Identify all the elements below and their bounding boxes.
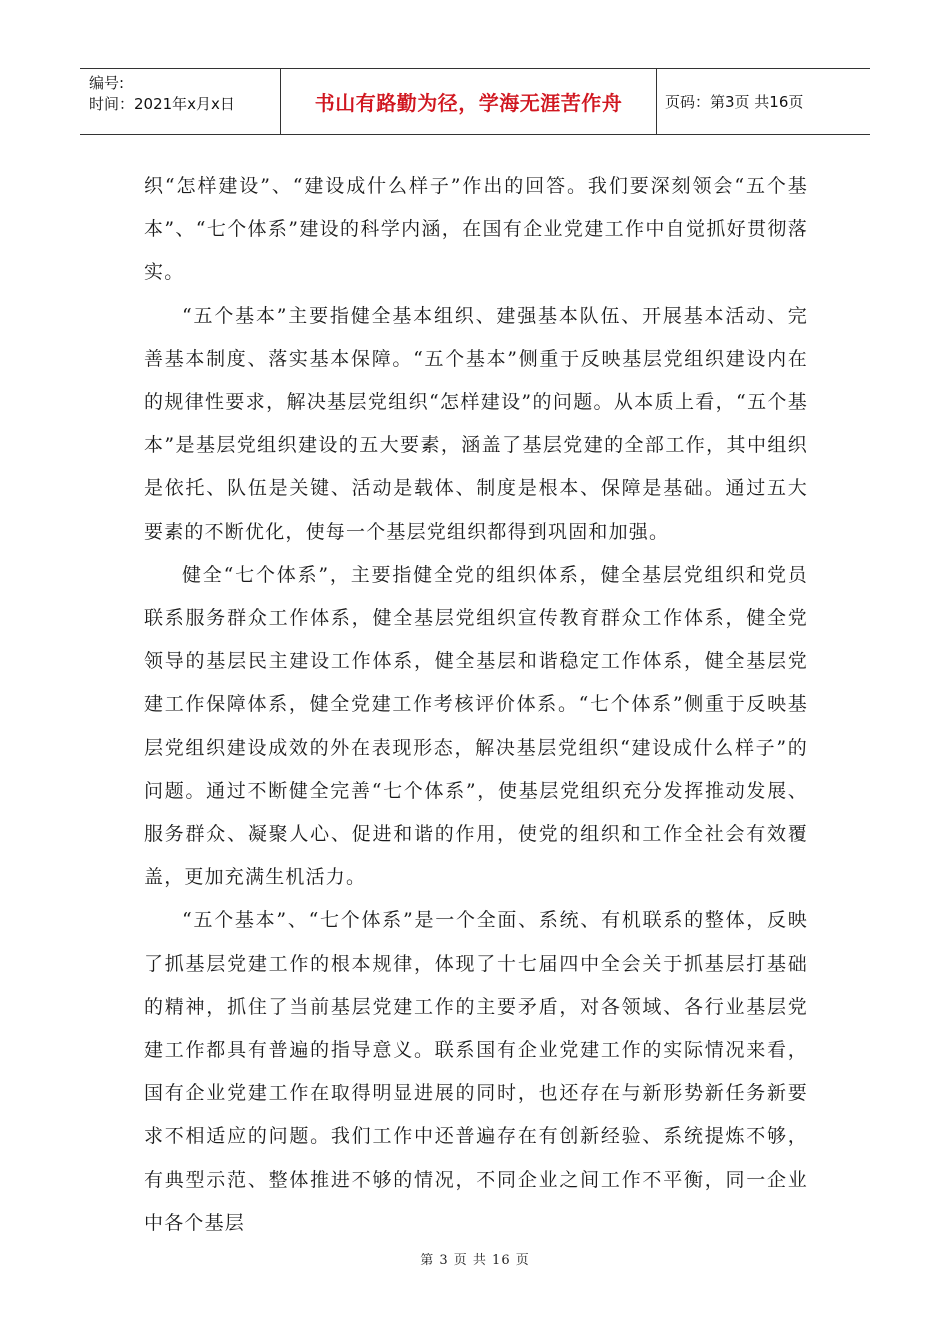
page-header: [80, 68, 870, 135]
page-footer: 第 3 页 共 16 页: [420, 1253, 530, 1268]
header-motto: 书山有路勤为径，学海无涯苦作舟: [281, 69, 657, 134]
paragraph-continued: 织“怎样建设”、“建设成什么样子”作出的回答。我们要深刻领会“五个基本”、“七个体系”建设的科学内涵，在国有企业党建工作中自觉抓好贯彻落实。: [144, 175, 808, 284]
serial-number-label: 编号:: [89, 74, 125, 92]
document-body: [144, 165, 808, 1245]
header-meta: [80, 69, 281, 134]
paragraph-five-basics: “五个基本”主要指健全基本组织、建强基本队伍、开展基本活动、完善基本制度、落实基本保障。“五个基本”侧重于反映基层党组织建设内在的规律性要求，解决基层党组织“怎样建设”的问题。从本质上看，“五个基本”是基层党组织建设的五大要素，涵盖了基层党建的全部工作，其中组织是依托、队伍是关键、活动是载体、制度是根本、保障是基础。通过五大要素的不断优化，使每一个基层党组织都得到巩固和加强。: [144, 304, 808, 543]
paragraph-seven-systems: 健全“七个体系”，主要指健全党的组织体系，健全基层党组织和党员联系服务群众工作体系，健全基层党组织宣传教育群众工作体系，健全党领导的基层民主建设工作体系，健全基层和谐稳定工作体系，健全基层党建工作保障体系，健全党建工作考核评价体系。“七个体系”侧重于反映基层党组织建设成效的外在表现形态，解决基层党组织“建设成什么样子”的问题。通过不断健全完善“七个体系”，使基层党组织充分发挥推动发展、服务群众、凝聚人心、促进和谐的作用，使党的组织和工作全社会有效覆盖，更加充满生机活力。: [144, 563, 808, 889]
header-page-info: 页码：第3页 共16页: [665, 93, 804, 111]
date-label: 时间：2021年x月x日: [89, 95, 235, 113]
paragraph-summary: “五个基本”、“七个体系”是一个全面、系统、有机联系的整体，反映了抓基层党建工作的根本规律，体现了十七届四中全会关于抓基层打基础的精神，抓住了当前基层党建工作的主要矛盾，对各领域、各行业基层党建工作都具有普遍的指导意义。联系国有企业党建工作的实际情况来看，国有企业党建工作在取得明显进展的同时，也还存在与新形势新任务新要求不相适应的问题。我们工作中还普遍存在有创新经验、系统提炼不够，有典型示范、整体推进不够的情况，不同企业之间工作不平衡，同一企业中各个基层: [144, 909, 808, 1234]
